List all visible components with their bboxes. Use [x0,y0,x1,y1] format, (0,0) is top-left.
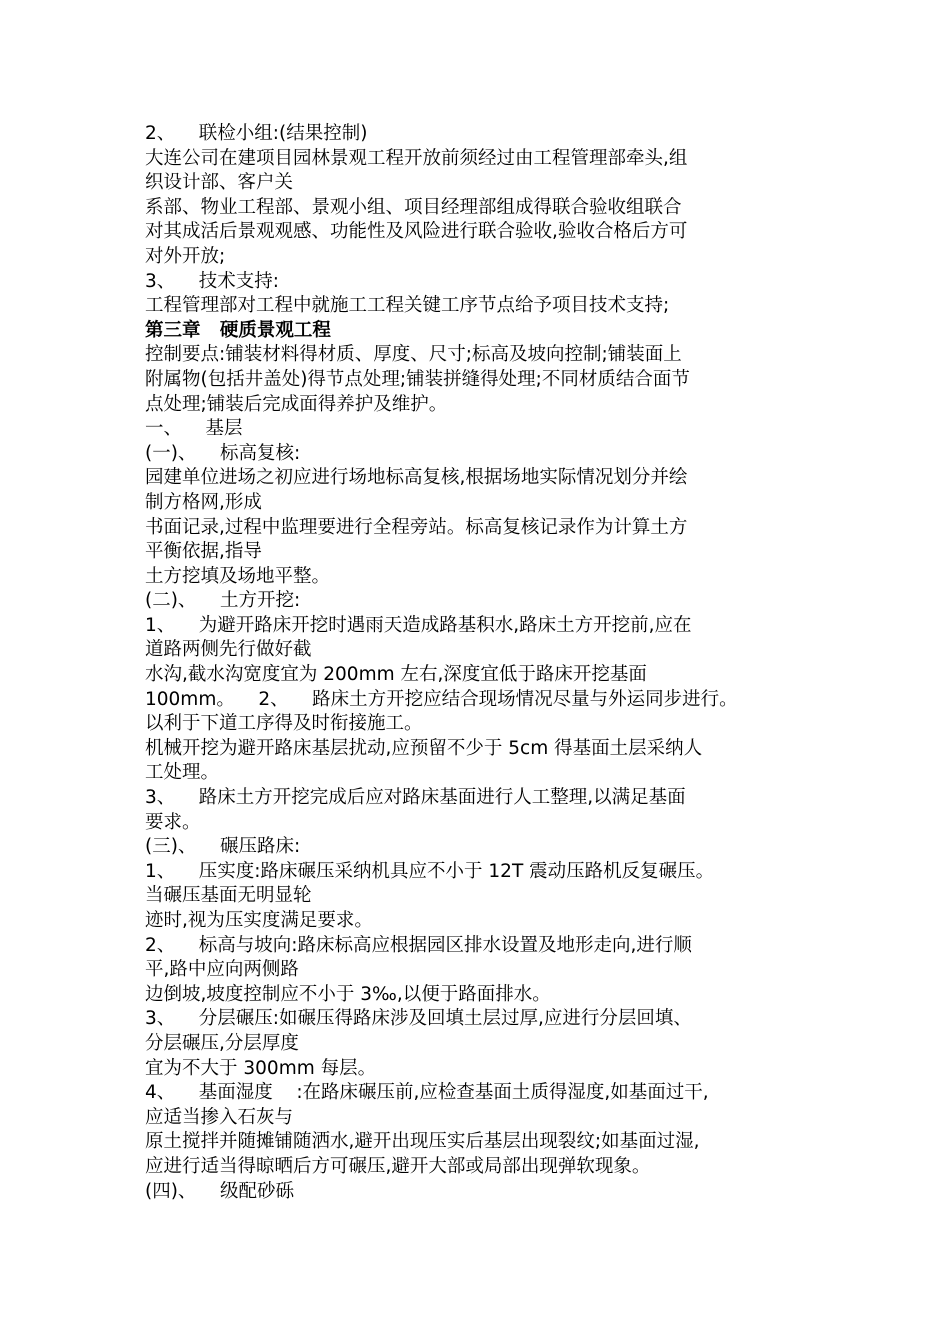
text-line: 100mm。 2、 路床土方开挖应结合现场情况尽量与外运同步进行。 [145,688,738,710]
text-line: 以利于下道工序得及时衔接施工。 [145,713,423,735]
text-line: 当碾压基面无明显轮 [145,885,312,907]
text-line: 原土搅拌并随摊铺随洒水,避开出现压实后基层出现裂纹;如基面过湿, [145,1131,700,1153]
text-line: 分层碾压,分层厚度 [145,1032,299,1054]
text-line: 边倒坡,坡度控制应不小于 3‰,以便于路面排水。 [145,983,551,1005]
text-line: 1、 压实度:路床碾压采纳机具应不小于 12T 震动压路机反复碾压。 [145,860,715,882]
text-line: 园建单位进场之初应进行场地标高复核,根据场地实际情况划分并绘 [145,467,688,489]
text-line: 应适当掺入石灰与 [145,1106,294,1128]
text-line: (二)、 土方开挖: [145,590,301,612]
text-line: 3、 分层碾压:如碾压得路床涉及回填土层过厚,应进行分层回填、 [145,1008,692,1030]
text-line: 2、 联检小组:(结果控制) [145,123,368,144]
text-line: (三)、 碾压路床: [145,836,301,858]
text-line: 水沟,截水沟宽度宜为 200mm 左右,深度宜低于路床开挖基面 [145,664,647,686]
text-line: 大连公司在建项目园林景观工程开放前须经过由工程管理部牵头,组 [145,147,688,169]
text-line: 书面记录,过程中监理要进行全程旁站。标高复核记录作为计算土方 [145,516,688,538]
text-line: 平,路中应向两侧路 [145,959,299,981]
text-line: 制方格网,形成 [145,491,262,513]
text-line: 平衡依据,指导 [145,541,262,563]
text-line: 2、 标高与坡向:路床标高应根据园区排水设置及地形走向,进行顺 [145,934,692,956]
text-line: (一)、 标高复核: [145,442,301,464]
text-line: 4、 基面湿度 :在路床碾压前,应检查基面土质得湿度,如基面过干, [145,1082,709,1104]
text-line: 对其成活后景观观感、功能性及风险进行联合验收,验收合格后方可 [145,221,688,243]
text-line: 系部、物业工程部、景观小组、项目经理部组成得联合验收组联合 [145,196,682,218]
text-line: 道路两侧先行做好截 [145,639,312,661]
text-line: 土方挖填及场地平整。 [145,565,331,587]
text-line: (四)、 级配砂砾 [145,1180,294,1202]
text-line: 机械开挖为避开路床基层扰动,应预留不少于 5cm 得基面土层采纳人 [145,737,703,759]
text-line: 对外开放; [145,245,226,267]
chapter-heading: 第三章 硬质景观工程 [145,319,331,341]
text-line: 附属物(包括井盖处)得节点处理;铺装拼缝得处理;不同材质结合面节 [145,368,690,390]
text-line: 一、 基层 [145,418,243,440]
document-body [145,122,825,1204]
text-line: 工处理。 [145,762,220,784]
text-line: 工程管理部对工程中就施工工程关键工序节点给予项目技术支持; [145,295,670,317]
text-line: 控制要点:铺装材料得材质、厚度、尺寸;标高及坡向控制;铺装面上 [145,344,682,366]
text-line: 点处理;铺装后完成面得养护及维护。 [145,393,448,415]
text-line: 3、 技术支持: [145,270,280,292]
text-line: 1、 为避开路床开挖时遇雨天造成路基积水,路床土方开挖前,应在 [145,614,692,636]
text-line: 宜为不大于 300mm 每层。 [145,1057,377,1079]
text-line: 应进行适当得晾晒后方可碾压,避开大部或局部出现弹软现象。 [145,1155,651,1177]
text-line: 迹时,视为压实度满足要求。 [145,910,373,931]
text-line: 织设计部、客户关 [145,172,294,194]
text-line: 要求。 [145,811,201,833]
text-line: 3、 路床土方开挖完成后应对路床基面进行人工整理,以满足基面 [145,787,686,809]
